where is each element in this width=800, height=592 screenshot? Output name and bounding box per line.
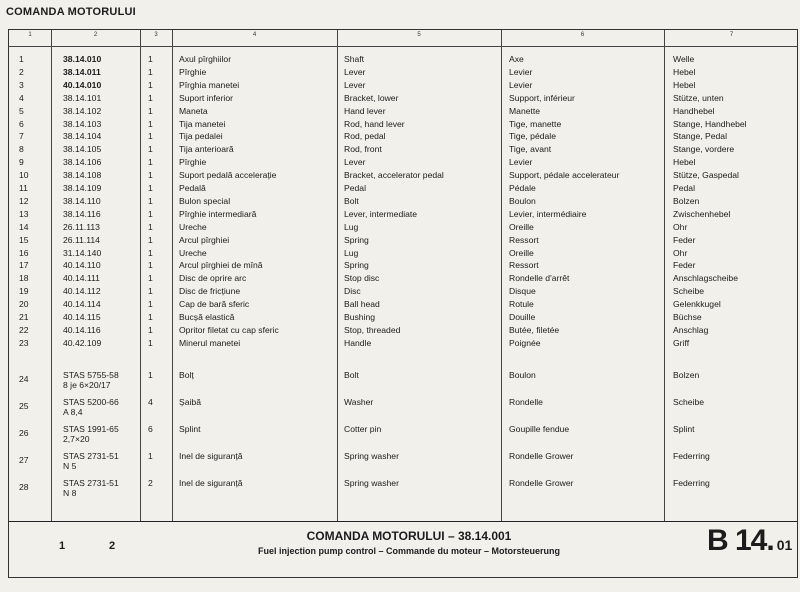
name-ro: Ureche <box>179 221 207 232</box>
part-code: 26.11.114 <box>63 234 100 245</box>
name-ro: Șaibă <box>179 397 201 407</box>
quantity: 1 <box>148 66 153 77</box>
name-fr: Levier <box>509 79 533 90</box>
column-divider <box>337 30 338 521</box>
quantity: 1 <box>148 286 153 297</box>
name-de: Hebel <box>673 66 696 77</box>
part-code: 38.14.011 <box>63 66 101 77</box>
name-fr: Boulon <box>509 195 536 206</box>
name-ro: Axul pîrghiilor <box>179 54 232 64</box>
page-title: COMANDA MOTORULUI <box>6 6 136 18</box>
row-number: 15 <box>19 234 29 245</box>
name-ro: Inel de siguranță <box>179 478 243 488</box>
name-ro: Tija anterioară <box>179 144 234 155</box>
name-en: Lever <box>344 66 366 77</box>
column-header-3: 3 <box>154 32 158 38</box>
part-code: STAS 2731-51 <box>63 451 119 461</box>
quantity: 2 <box>148 478 153 488</box>
name-ro: Arcul pîrghiei de mînă <box>179 260 263 271</box>
name-de: Welle <box>673 54 695 64</box>
name-de: Ohr <box>673 221 688 232</box>
row-number: 6 <box>19 118 24 129</box>
footer-page-right: 2 <box>109 540 116 552</box>
name-en: Lug <box>344 221 359 232</box>
footer-subtitle: Fuel injection pump control – Commande du moteur – Motorsteuerung <box>257 546 560 556</box>
quantity: 1 <box>148 247 153 258</box>
name-en: Spring <box>344 260 369 271</box>
row-number: 24 <box>19 374 29 384</box>
name-ro: Disc de fricțiune <box>179 286 241 297</box>
name-fr: Rotule <box>509 299 534 310</box>
column-divider <box>501 30 502 521</box>
part-code: 38.14.109 <box>63 183 102 193</box>
name-fr: Oreille <box>509 247 534 258</box>
part-code: 31.14.140 <box>63 247 102 258</box>
name-de: Handhebel <box>673 105 715 116</box>
row-number: 9 <box>19 157 24 168</box>
name-fr: Tige, pédale <box>509 131 556 142</box>
column-header-2: 2 <box>93 32 98 38</box>
part-code: 38.14.104 <box>63 131 102 142</box>
name-fr: Disque <box>509 286 536 297</box>
footer-code-sub: 01 <box>776 537 793 553</box>
name-ro: Pîrghie <box>179 157 207 168</box>
quantity: 1 <box>148 260 153 271</box>
name-fr: Boulon <box>509 370 536 380</box>
row-number: 21 <box>19 312 29 322</box>
part-code: 40.42.109 <box>63 337 102 348</box>
part-code: 40.14.114 <box>63 299 101 310</box>
name-ro: Suport inferior <box>179 92 233 103</box>
name-fr: Rondelle <box>509 397 543 407</box>
row-number: 8 <box>19 144 24 155</box>
name-en: Bracket, accelerator pedal <box>344 170 444 181</box>
name-fr: Douille <box>509 312 536 322</box>
name-fr: Support, pédale accelerateur <box>509 170 620 181</box>
quantity: 1 <box>148 299 153 310</box>
quantity: 1 <box>148 144 153 155</box>
name-ro: Bucșă elastică <box>179 312 235 322</box>
part-code: 38.14.116 <box>63 208 101 219</box>
row-number: 11 <box>19 183 28 193</box>
name-en: Bushing <box>344 312 376 322</box>
name-de: Bolzen <box>673 370 700 380</box>
name-fr: Pédale <box>509 183 536 193</box>
quantity: 1 <box>148 451 153 461</box>
name-en: Cotter pin <box>344 424 382 434</box>
name-fr: Butée, filetée <box>509 324 560 335</box>
name-ro: Maneta <box>179 105 208 116</box>
name-en: Spring washer <box>344 478 399 488</box>
quantity: 1 <box>148 183 153 193</box>
quantity: 1 <box>148 105 153 116</box>
part-code-detail: 8 je 6×20/17 <box>63 380 111 390</box>
name-de: Scheibe <box>673 397 705 407</box>
part-code: 40.14.116 <box>63 324 101 335</box>
part-code: 38.14.110 <box>63 195 101 206</box>
name-fr: Support, inférieur <box>509 92 575 103</box>
name-de: Ohr <box>673 247 688 258</box>
name-ro: Inel de siguranță <box>179 451 243 461</box>
name-de: Büchse <box>673 312 702 322</box>
quantity: 1 <box>148 157 153 168</box>
quantity: 6 <box>148 424 153 434</box>
quantity: 1 <box>148 234 153 245</box>
name-en: Stop disc <box>344 273 380 284</box>
quantity: 1 <box>148 118 153 129</box>
row-number: 22 <box>19 324 29 335</box>
name-de: Scheibe <box>673 286 705 297</box>
name-ro: Pedală <box>179 183 206 193</box>
name-en: Shaft <box>344 54 365 64</box>
part-code-detail: N 5 <box>63 461 77 471</box>
name-de: Stange, Handhebel <box>673 118 747 129</box>
name-en: Lug <box>344 247 359 258</box>
name-ro: Pîrghie intermediară <box>179 208 257 219</box>
row-number: 25 <box>19 401 29 411</box>
name-de: Feder <box>673 234 696 245</box>
row-number: 10 <box>19 170 29 181</box>
name-en: Rod, pedal <box>344 131 386 142</box>
name-en: Rod, hand lever <box>344 118 405 129</box>
name-en: Spring washer <box>344 451 399 461</box>
row-number: 1 <box>19 54 24 64</box>
quantity: 1 <box>148 195 153 206</box>
name-de: Stütze, Gaspedal <box>673 170 739 181</box>
row-number: 23 <box>19 337 29 348</box>
column-header-4: 4 <box>252 32 257 38</box>
name-fr: Rondelle Grower <box>509 451 574 461</box>
quantity: 1 <box>148 208 153 219</box>
name-de: Zwischenhebel <box>673 208 731 219</box>
part-code: 38.14.108 <box>63 170 102 181</box>
row-number: 19 <box>19 286 29 297</box>
name-ro: Arcul pîrghiei <box>179 234 230 245</box>
column-divider <box>51 30 52 521</box>
footer-sheet-code <box>707 524 792 558</box>
name-en: Rod, front <box>344 144 382 155</box>
quantity: 1 <box>148 79 153 90</box>
part-code: STAS 2731-51 <box>63 478 119 488</box>
footer-page-left: 1 <box>59 540 66 552</box>
name-ro: Opritor filetat cu cap sferic <box>179 324 279 335</box>
part-code: 38.14.106 <box>63 157 102 168</box>
name-en: Lever <box>344 79 366 90</box>
name-fr: Manette <box>509 105 541 116</box>
name-ro: Bulon special <box>179 195 231 206</box>
name-ro: Bolț <box>179 370 194 380</box>
name-de: Griff <box>673 337 690 348</box>
name-fr: Rondelle d'arrêt <box>509 273 570 284</box>
name-en: Bolt <box>344 195 359 206</box>
name-en: Handle <box>344 337 372 348</box>
name-en: Hand lever <box>344 105 386 116</box>
part-code: 38.14.010 <box>63 54 102 64</box>
name-en: Stop, threaded <box>344 324 401 335</box>
row-number: 28 <box>19 482 29 492</box>
part-code: STAS 1991-65 <box>63 424 119 434</box>
name-fr: Axe <box>509 54 524 64</box>
quantity: 4 <box>148 397 153 407</box>
name-fr: Oreille <box>509 221 534 232</box>
name-ro: Pîrghie <box>179 66 207 77</box>
name-en: Disc <box>344 286 361 297</box>
row-number: 13 <box>19 208 29 219</box>
column-header-6: 6 <box>580 32 585 38</box>
name-ro: Tija manetei <box>179 118 226 129</box>
name-en: Bolt <box>344 370 359 380</box>
name-de: Gelenkkugel <box>673 299 721 310</box>
name-en: Ball head <box>344 299 380 310</box>
name-de: Pedal <box>673 183 695 193</box>
quantity: 1 <box>148 324 153 335</box>
row-number: 26 <box>19 428 29 438</box>
name-ro: Splint <box>179 424 201 434</box>
column-divider <box>172 30 173 521</box>
name-de: Stütze, unten <box>673 92 724 103</box>
footer-divider <box>9 521 797 522</box>
name-de: Bolzen <box>673 195 700 206</box>
header-divider <box>9 46 797 47</box>
part-code-detail: N 8 <box>63 488 77 498</box>
quantity: 1 <box>148 131 153 142</box>
part-code: STAS 5200-66 <box>63 397 119 407</box>
column-header-1: 1 <box>28 32 32 38</box>
quantity: 1 <box>148 92 153 103</box>
name-fr: Levier <box>509 157 533 168</box>
part-code: 40.14.112 <box>63 286 101 297</box>
name-de: Stange, Pedal <box>673 131 727 142</box>
name-de: Anschlag <box>673 324 709 335</box>
name-en: Lever, intermediate <box>344 208 418 219</box>
column-header-7: 7 <box>729 32 734 38</box>
part-code: 38.14.105 <box>63 144 102 155</box>
name-fr: Rondelle Grower <box>509 478 574 488</box>
name-de: Federring <box>673 478 710 488</box>
footer-title: COMANDA MOTORULUI – 38.14.001 <box>306 529 512 543</box>
quantity: 1 <box>148 170 153 181</box>
row-number: 5 <box>19 105 24 116</box>
name-fr: Ressort <box>509 260 539 271</box>
name-de: Splint <box>673 424 695 434</box>
column-divider <box>140 30 141 521</box>
quantity: 1 <box>148 221 153 232</box>
name-ro: Suport pedală accelerație <box>179 170 277 181</box>
name-en: Bracket, lower <box>344 92 399 103</box>
row-number: 14 <box>19 221 29 232</box>
parts-table <box>8 29 798 578</box>
row-number: 2 <box>19 66 24 77</box>
quantity: 1 <box>148 54 153 64</box>
part-code: STAS 5755-58 <box>63 370 119 380</box>
name-fr: Ressort <box>509 234 539 245</box>
part-code: 40.14.111 <box>63 273 100 284</box>
name-en: Washer <box>344 397 374 407</box>
quantity: 1 <box>148 312 153 322</box>
row-number: 7 <box>19 131 24 142</box>
column-divider <box>664 30 665 521</box>
name-de: Federring <box>673 451 710 461</box>
column-header-5: 5 <box>417 32 421 38</box>
name-en: Pedal <box>344 183 366 193</box>
part-code: 38.14.102 <box>63 105 102 116</box>
name-ro: Cap de bară sferic <box>179 299 250 310</box>
part-code-detail: A 8,4 <box>63 407 83 417</box>
name-ro: Ureche <box>179 247 207 258</box>
name-de: Stange, vordere <box>673 144 735 155</box>
name-ro: Pîrghia manetei <box>179 79 240 90</box>
quantity: 1 <box>148 337 153 348</box>
part-code: 38.14.103 <box>63 118 102 129</box>
part-code-detail: 2,7×20 <box>63 434 90 444</box>
name-de: Hebel <box>673 157 696 168</box>
name-de: Feder <box>673 260 696 271</box>
row-number: 17 <box>19 260 29 271</box>
part-code: 26.11.113 <box>63 221 100 232</box>
name-ro: Disc de oprire arc <box>179 273 247 284</box>
row-number: 4 <box>19 92 24 103</box>
name-fr: Tige, avant <box>509 144 552 155</box>
row-number: 16 <box>19 247 29 258</box>
name-fr: Goupille fendue <box>509 424 570 434</box>
name-fr: Poignée <box>509 337 541 348</box>
row-number: 3 <box>19 79 24 90</box>
name-fr: Levier <box>509 66 533 77</box>
quantity: 1 <box>148 273 153 284</box>
row-number: 27 <box>19 455 29 465</box>
name-ro: Minerul manetei <box>179 337 241 348</box>
part-code: 40.14.115 <box>63 312 101 322</box>
name-de: Anschlagscheibe <box>673 273 738 284</box>
name-ro: Tija pedalei <box>179 131 223 142</box>
name-en: Spring <box>344 234 369 245</box>
part-code: 40.14.110 <box>63 260 101 271</box>
name-fr: Levier, intermédiaire <box>509 208 587 219</box>
footer-code-main: B 14. <box>707 524 774 557</box>
part-code: 40.14.010 <box>63 79 102 90</box>
quantity: 1 <box>148 370 153 380</box>
row-number: 12 <box>19 195 29 206</box>
part-code: 38.14.101 <box>63 92 102 103</box>
name-de: Hebel <box>673 79 696 90</box>
name-en: Lever <box>344 157 366 168</box>
row-number: 18 <box>19 273 29 284</box>
row-number: 20 <box>19 299 29 310</box>
name-fr: Tige, manette <box>509 118 562 129</box>
